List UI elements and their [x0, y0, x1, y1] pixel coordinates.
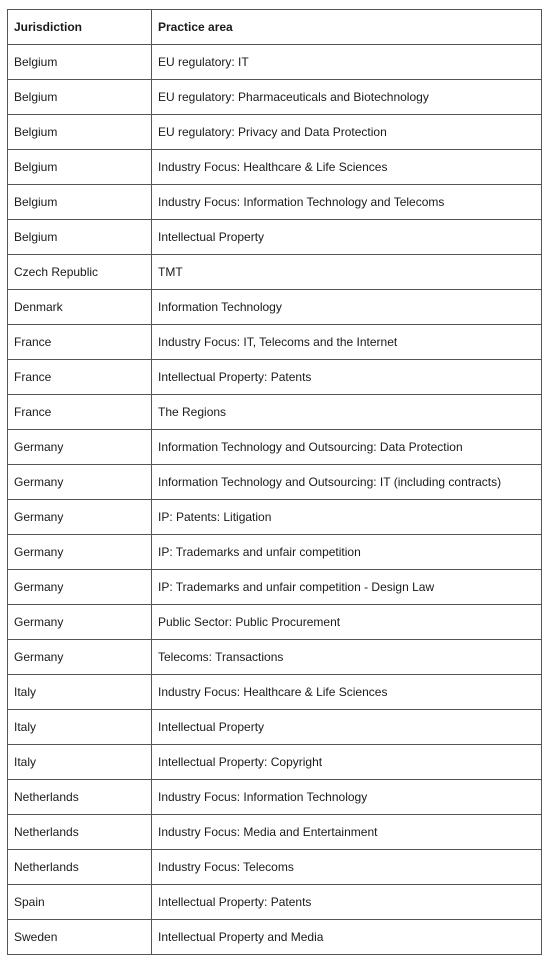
practice-area-cell: IP: Trademarks and unfair competition - Design Law	[152, 570, 542, 605]
practice-area-cell: Industry Focus: IT, Telecoms and the Internet	[152, 325, 542, 360]
jurisdiction-cell: Italy	[8, 745, 152, 780]
jurisdiction-cell: Germany	[8, 500, 152, 535]
jurisdiction-cell: Belgium	[8, 115, 152, 150]
practice-area-cell: Information Technology and Outsourcing: IT (including contracts)	[152, 465, 542, 500]
table-header	[8, 10, 542, 45]
practice-area-cell: Public Sector: Public Procurement	[152, 605, 542, 640]
table-row	[8, 465, 542, 500]
practice-area-cell: Industry Focus: Information Technology and Telecoms	[152, 185, 542, 220]
practice-area-cell: Telecoms: Transactions	[152, 640, 542, 675]
practice-area-cell: Intellectual Property: Patents	[152, 885, 542, 920]
jurisdiction-cell: Netherlands	[8, 780, 152, 815]
table-row	[8, 255, 542, 290]
table-row	[8, 500, 542, 535]
jurisdiction-cell: Germany	[8, 605, 152, 640]
practice-area-cell: Intellectual Property: Copyright	[152, 745, 542, 780]
table-row	[8, 570, 542, 605]
jurisdiction-cell: Belgium	[8, 150, 152, 185]
table-row	[8, 535, 542, 570]
table-row	[8, 395, 542, 430]
jurisdiction-cell: Germany	[8, 570, 152, 605]
rankings-table-container	[7, 9, 541, 955]
jurisdiction-cell: Belgium	[8, 185, 152, 220]
header-jurisdiction: Jurisdiction	[8, 10, 152, 45]
table-row	[8, 45, 542, 80]
practice-area-cell: Information Technology	[152, 290, 542, 325]
practice-area-cell: Intellectual Property: Patents	[152, 360, 542, 395]
table-row	[8, 640, 542, 675]
practice-area-cell: Intellectual Property	[152, 710, 542, 745]
table-row	[8, 850, 542, 885]
table-row	[8, 80, 542, 115]
table-row	[8, 220, 542, 255]
rankings-table	[7, 9, 542, 955]
table-row	[8, 920, 542, 955]
practice-area-cell: IP: Patents: Litigation	[152, 500, 542, 535]
jurisdiction-cell: Spain	[8, 885, 152, 920]
jurisdiction-cell: Denmark	[8, 290, 152, 325]
practice-area-cell: Industry Focus: Information Technology	[152, 780, 542, 815]
practice-area-cell: Information Technology and Outsourcing: Data Protection	[152, 430, 542, 465]
practice-area-cell: Industry Focus: Telecoms	[152, 850, 542, 885]
header-row	[8, 10, 542, 45]
table-row	[8, 605, 542, 640]
jurisdiction-cell: France	[8, 360, 152, 395]
practice-area-cell: EU regulatory: Pharmaceuticals and Biotechnology	[152, 80, 542, 115]
jurisdiction-cell: France	[8, 395, 152, 430]
table-row	[8, 675, 542, 710]
jurisdiction-cell: Netherlands	[8, 850, 152, 885]
table-row	[8, 360, 542, 395]
table-row	[8, 885, 542, 920]
jurisdiction-cell: Netherlands	[8, 815, 152, 850]
practice-area-cell: EU regulatory: IT	[152, 45, 542, 80]
practice-area-cell: Industry Focus: Healthcare & Life Sciences	[152, 675, 542, 710]
jurisdiction-cell: Germany	[8, 430, 152, 465]
practice-area-cell: Intellectual Property	[152, 220, 542, 255]
practice-area-cell: Industry Focus: Media and Entertainment	[152, 815, 542, 850]
table-row	[8, 815, 542, 850]
table-row	[8, 115, 542, 150]
jurisdiction-cell: Sweden	[8, 920, 152, 955]
table-row	[8, 780, 542, 815]
jurisdiction-cell: Germany	[8, 465, 152, 500]
practice-area-cell: EU regulatory: Privacy and Data Protection	[152, 115, 542, 150]
practice-area-cell: TMT	[152, 255, 542, 290]
jurisdiction-cell: Belgium	[8, 80, 152, 115]
jurisdiction-cell: Belgium	[8, 45, 152, 80]
jurisdiction-cell: France	[8, 325, 152, 360]
practice-area-cell: Intellectual Property and Media	[152, 920, 542, 955]
table-row	[8, 150, 542, 185]
table-row	[8, 745, 542, 780]
table-row	[8, 290, 542, 325]
table-body	[8, 45, 542, 955]
practice-area-cell: The Regions	[152, 395, 542, 430]
jurisdiction-cell: Belgium	[8, 220, 152, 255]
jurisdiction-cell: Germany	[8, 535, 152, 570]
jurisdiction-cell: Italy	[8, 710, 152, 745]
jurisdiction-cell: Germany	[8, 640, 152, 675]
practice-area-cell: IP: Trademarks and unfair competition	[152, 535, 542, 570]
table-row	[8, 430, 542, 465]
practice-area-cell: Industry Focus: Healthcare & Life Sciences	[152, 150, 542, 185]
jurisdiction-cell: Italy	[8, 675, 152, 710]
header-practice-area: Practice area	[152, 10, 542, 45]
table-row	[8, 185, 542, 220]
table-row	[8, 710, 542, 745]
jurisdiction-cell: Czech Republic	[8, 255, 152, 290]
table-row	[8, 325, 542, 360]
